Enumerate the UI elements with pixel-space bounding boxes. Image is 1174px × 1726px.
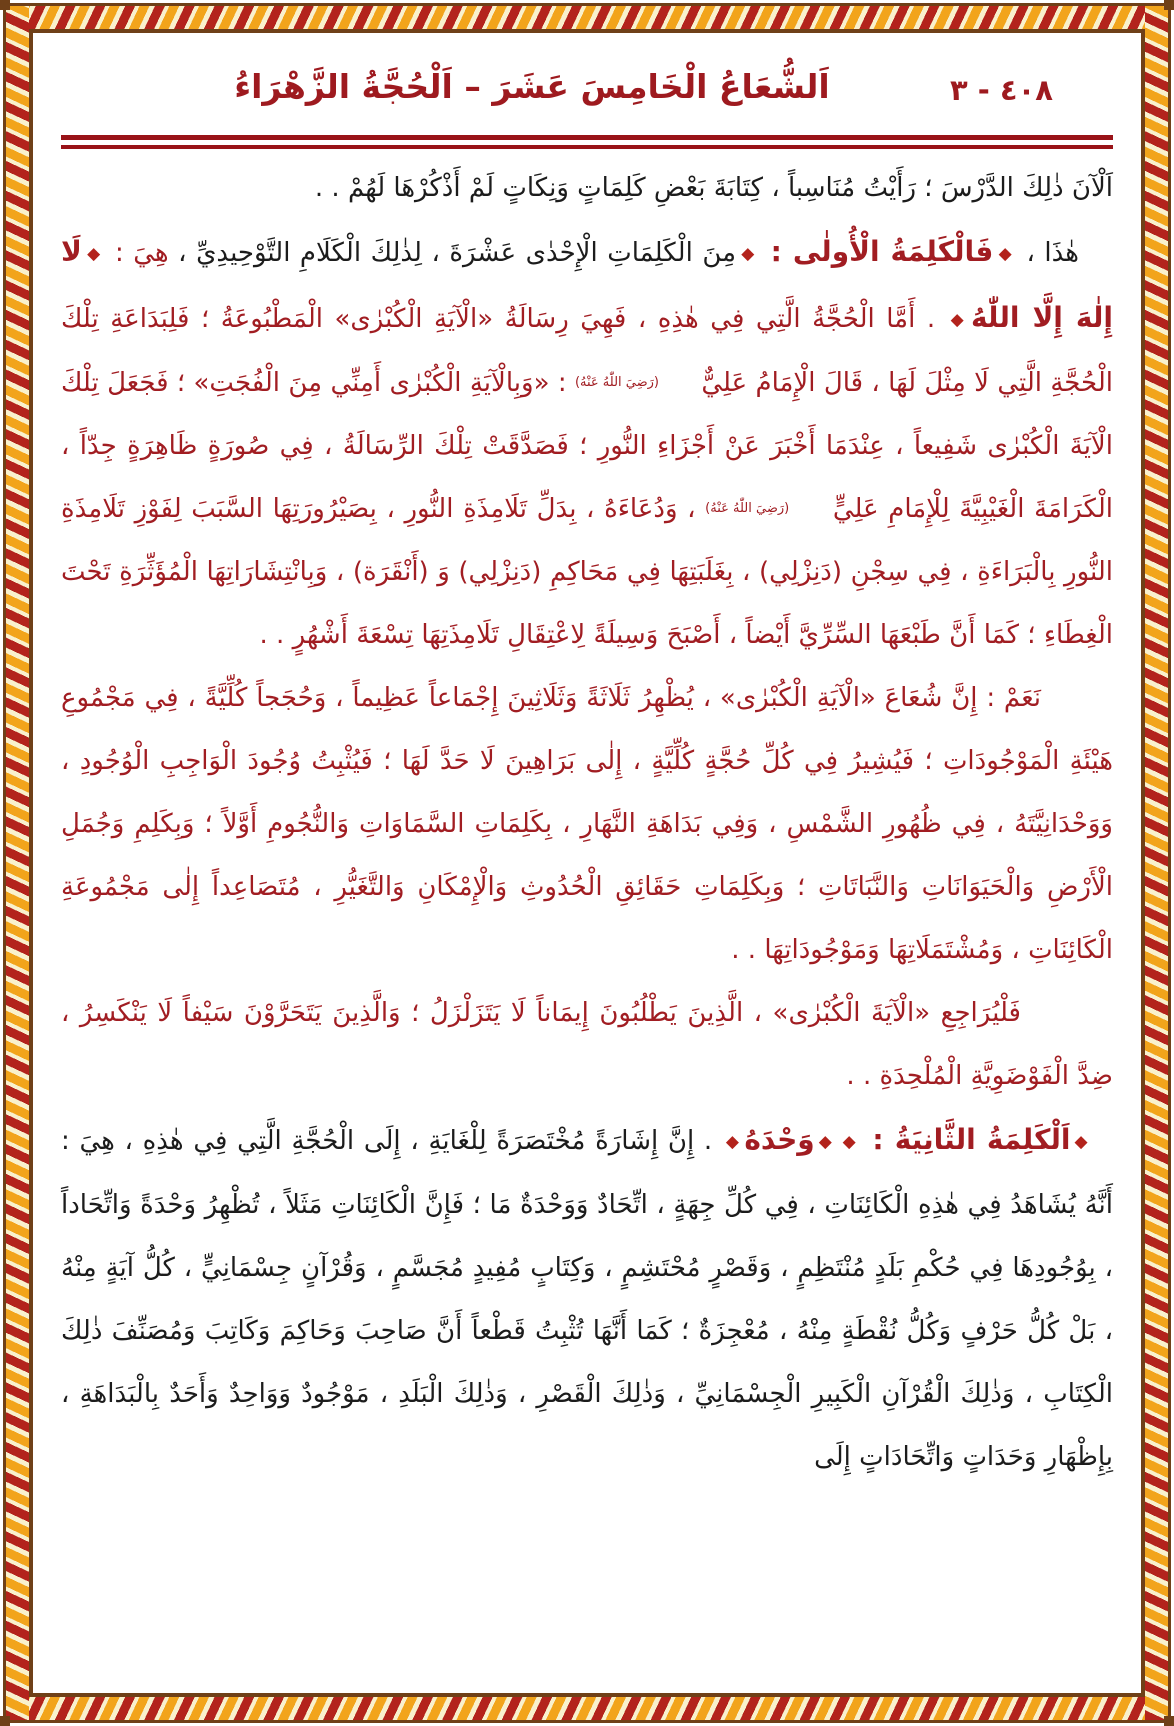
paragraph-ayah-kubra: نَعَمْ : إِنَّ شُعَاعَ «الْآيَةِ الْكُبْرٰى» ، يُظْهِرُ ثَلَاثَةً وَثَلَاثِينَ إِجْمَاعاً عَظِيماً ، وَحُجَجاً كُلِّيَّةً ، فِي مَجْمُوعِ هَيْئَةِ الْمَوْجُودَاتِ ؛ فَيُشِيرُ فِي كُلِّ حُجَّةٍ كُلِّيَّةٍ ، إِلٰى بَرَاهِينَ لَا حَدَّ لَهَا ؛ فَيُثْبِتُ وُجُودَ الْوَاجِبِ الْوُجُودِ ، وَوَحْدَانِيَّتَهُ ، فِي ظُهُورِ الشَّمْسِ ، وَفِي بَدَاهَةِ النَّهَارِ ، بِكَلِمَاتِ السَّمَاوَاتِ وَالنُّجُومِ أَوَّلاً ؛ وَبِكَلِمِ وَجُمَلِ الْأَرْضِ وَالْحَيَوَانَاتِ وَالنَّبَاتَاتِ ؛ وَبِكَلِمَاتِ حَقَائِقِ الْحُدُوثِ وَالْإِمْكَانِ وَالتَّغَيُّرِ ، مُتَصَاعِداً إِلٰى مَجْمُوعَةِ الْكَائِنَاتِ ، وَمُشْتَمَلَاتِهَا وَمَوْجُودَاتِهَا . .: [61, 683, 1113, 965]
border-band-left: [6, 6, 29, 1720]
text-red: : «وَبِالْآيَةِ الْكُبْرٰى أَمِنِّي مِنَ الْفُجَتِ» ؛ فَجَعَلَ تِلْكَ الْآيَةَ الْكُبْرٰى شَفِيعاً ، عِنْدَمَا أَخْبَرَ عَنْ أَجْزَاءِ النُّورِ ؛ فَصَدَّقَتْ تِلْكَ الرِّسَالَةُ ، فِي صُورَةٍ ظَاهِرَةٍ جِدّاً ، الْكَرَامَةَ الْغَيْبِيَّةَ لِلْإِمَامِ عَلِيٍّ: [61, 368, 1114, 524]
kalima-one-title: فَالْكَلِمَةُ الْأُولٰى :: [759, 235, 994, 268]
shahada-phrase: لَا إِلٰهَ إِلَّا اللّٰهُ: [61, 235, 1113, 334]
wahdahu-phrase: وَحْدَهُ: [744, 1123, 815, 1156]
ornate-bracket-icon: ◆: [740, 244, 756, 264]
text-black: مِنَ الْكَلِمَاتِ الْإِحْدٰى عَشْرَةَ ، لِذٰلِكَ الْكَلَامِ التَّوْحِيدِيِّ ،: [168, 238, 737, 268]
border-corner-ornament: [1164, 1716, 1174, 1726]
honorific-seal: (رَضِيَ اللّٰهُ عَنْهُ): [705, 501, 790, 516]
ornate-bracket-icon: ◆: [947, 310, 967, 330]
text-red: هِيَ :: [105, 238, 169, 268]
border-corner-ornament: [0, 1716, 10, 1726]
ornate-bracket-icon: ◆: [997, 244, 1013, 264]
paragraph-recommendation: فَلْيُرَاجِعِ «الْآيَةَ الْكُبْرٰى» ، الَّذِينَ يَطْلُبُونَ إِيمَاناً لَا يَتَزَلْزَلُ ؛ وَالَّذِينَ يَتَحَرَّوْنَ سَيْفاً لَا يَنْكَسِرُ ، ضِدَّ الْفَوْضَوِيَّةِ الْمُلْحِدَةِ . .: [61, 998, 1113, 1091]
text-red: ، وَدُعَاءَهُ ، بِدَلِّ تَلَامِذَةِ النُّورِ ، بِصَيْرُورَتِهَا السَّبَبَ لِفَوْزِ تَلَامِذَةِ النُّورِ بِالْبَرَاءَةِ ، فِي سِجْنِ (دَنِزْلِي) ، بِغَلَبَتِهَا فِي مَحَاكِمِ (دَنِزْلِي) وَ (أَنْقَرَة) ، وَبِانْتِشَارَاتِهَا الْمُؤَثِّرَةِ تَحْتَ الْغِطَاءِ ؛ كَمَا أَنَّ طَبْعَهَا السِّرِّيَّ أَيْضاً ، أَصْبَحَ وَسِيلَةً لِاعْتِقَالِ تَلَامِذَتِهَا تِسْعَةَ أَشْهُرٍ . .: [61, 494, 1113, 650]
ornate-bracket-icon: ◆: [818, 1132, 834, 1152]
text-red: . أَمَّا الْحُجَّةُ الَّتِي فِي هٰذِهِ ، فَهِيَ رِسَالَةُ «الْآيَةِ الْكُبْرٰى» الْمَطْبُوعَةُ ؛ فَلِبَدَاعَةِ تِلْكَ الْحُجَّةِ الَّتِي لَا مِثْلَ لَهَا ، قَالَ الْإِمَامُ عَلِيٌّ: [61, 304, 1113, 398]
kalima-two-title: اَلْكَلِمَةُ الثَّانِيَةُ :: [861, 1123, 1071, 1156]
honorific-seal: (رَضِيَ اللّٰهُ عَنْهُ): [574, 375, 659, 390]
text-black: هٰذَا ،: [1016, 238, 1079, 268]
ornate-bracket-icon: ◆: [841, 1132, 858, 1152]
page-number: ٤٠٨ - ٣: [949, 73, 1053, 107]
paragraph-intro: اَلْآنَ ذٰلِكَ الدَّرْسَ ؛ رَأَيْتُ مُنَاسِباً ، كِتَابَةَ بَعْضِ كَلِمَاتٍ وَنِكَاتٍ لَمْ أَذْكُرْهَا لَهُمْ . .: [314, 173, 1113, 203]
ornate-bracket-icon: ◆: [724, 1132, 741, 1152]
border-band-top: [6, 6, 1168, 29]
border-corner-ornament: [0, 0, 10, 10]
page-title: اَلشُّعَاعُ الْخَامِسَ عَشَرَ – اَلْحُجَّةُ الزَّهْرَاءُ: [234, 67, 830, 106]
ornate-bracket-icon: ◆: [85, 244, 102, 264]
paragraph-first-word: [61, 220, 1113, 667]
page-content: [33, 33, 1141, 1693]
border-corner-ornament: [1164, 0, 1174, 10]
body-text: [61, 157, 1113, 1489]
page-header: [61, 57, 1113, 131]
text-black: . إِنَّ إِشَارَةً مُخْتَصَرَةً لِلْغَايَةِ ، إِلَى الْحُجَّةِ الَّتِي فِي هٰذِهِ ، هِيَ : أَنَّهُ يُشَاهَدُ فِي هٰذِهِ الْكَائِنَاتِ ، فِي كُلِّ جِهَةٍ ، اتِّحَادٌ وَوَحْدَةٌ مَا ؛ فَإِنَّ الْكَائِنَاتِ مَثَلاً ، تُظْهِرُ وَحْدَةً وَاتِّحَاداً ، بِوُجُودِهَا فِي حُكْمِ بَلَدٍ مُنْتَظِمٍ ، وَقَصْرٍ مُحْتَشِمٍ ، وَكِتَابٍ مُفِيدٍ مُجَسَّمٍ ، وَقُرْآنٍ جِسْمَانِيٍّ ، كُلُّ آيَةٍ مِنْهُ ، بَلْ كُلُّ حَرْفٍ وَكُلُّ نُقْطَةٍ مِنْهُ ، مُعْجِزَةٌ ؛ كَمَا أَنَّهَا تُثْبِتُ قَطْعاً أَنَّ صَاحِبَ وَحَاكِمَ وَكَاتِبَ وَمُصَنِّفَ ذٰلِكَ الْكِتَابِ ، وَذٰلِكَ الْقُرْآنِ الْكَبِيرِ الْجِسْمَانِيِّ ، وَذٰلِكَ الْقَصْرِ ، وَذٰلِكَ الْبَلَدِ ، مَوْجُودٌ وَوَاحِدٌ وَأَحَدٌ بِالْبَدَاهَةِ ، بِإِظْهَارِ وَحَدَاتٍ وَاتِّحَادَاتٍ إِلَى: [61, 1126, 1113, 1472]
border-band-right: [1145, 6, 1168, 1720]
paragraph-second-word: [61, 1108, 1113, 1489]
header-divider: [61, 135, 1113, 149]
ornate-bracket-icon: ◆: [1074, 1132, 1089, 1152]
border-band-bottom: [6, 1697, 1168, 1720]
